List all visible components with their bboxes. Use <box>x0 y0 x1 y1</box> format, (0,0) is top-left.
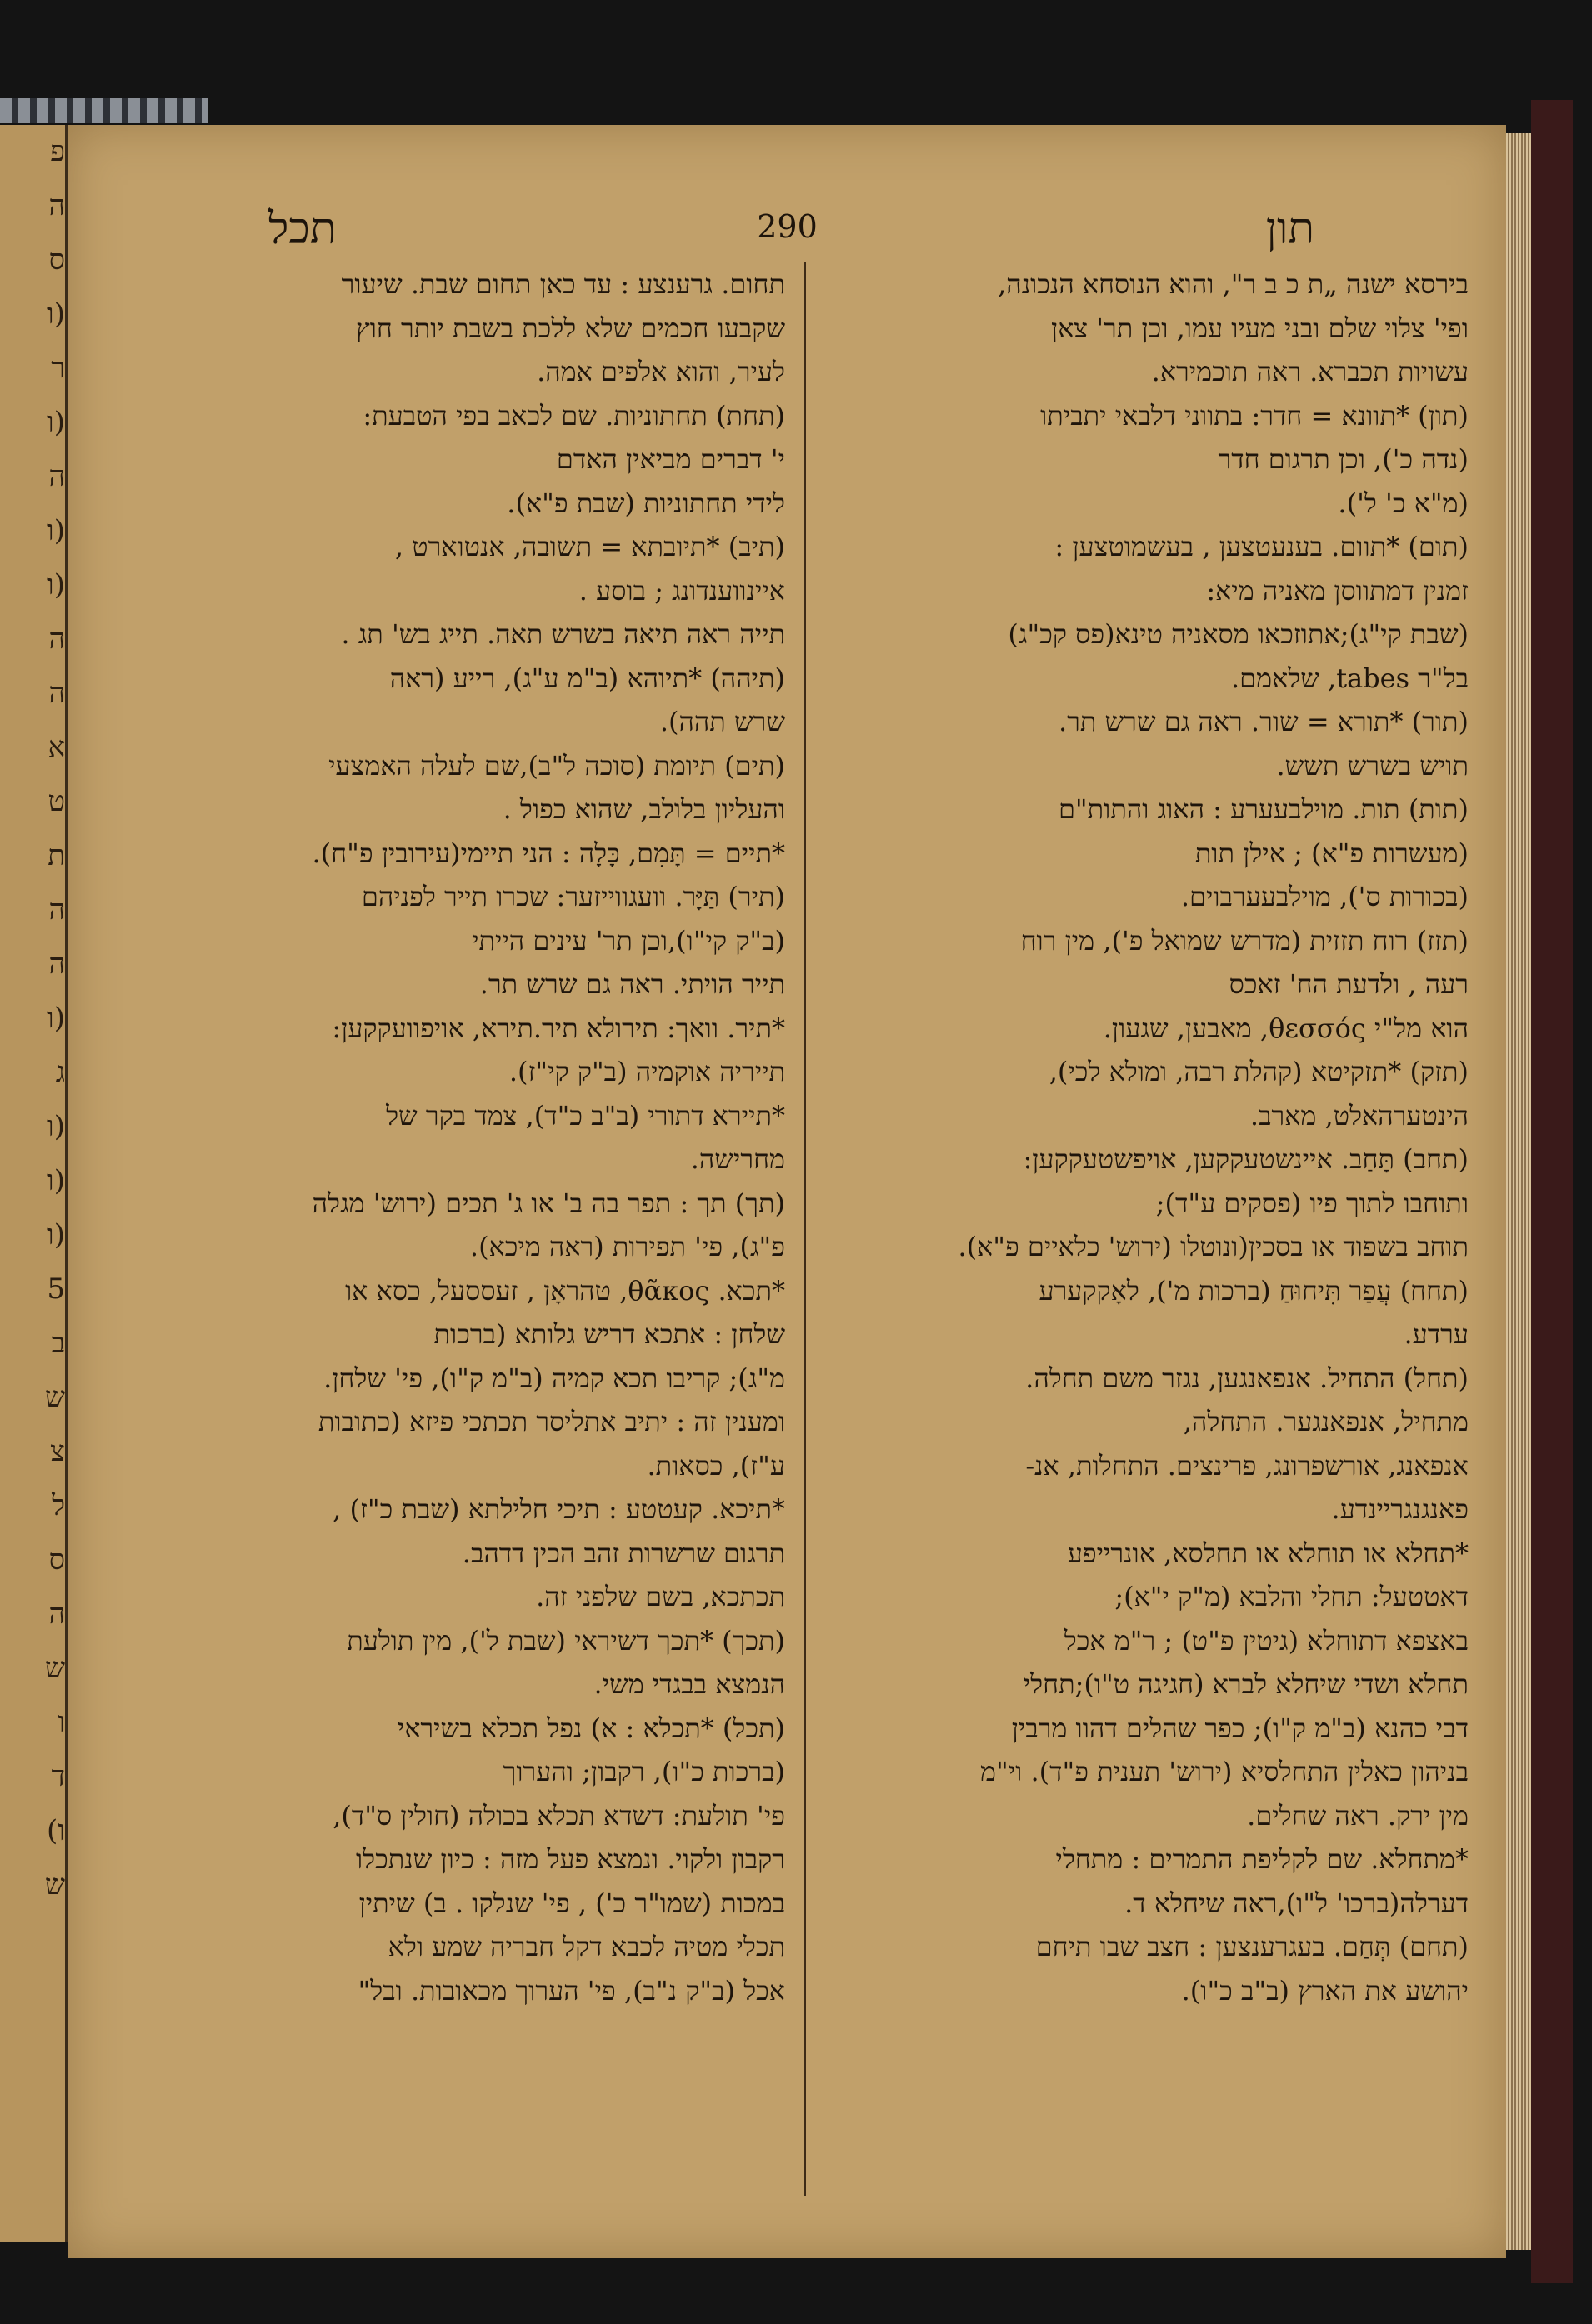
text-line: (ו <box>47 406 65 439</box>
text-line: תייר הויתי. ראה גם שרש תר. <box>479 968 785 1000</box>
text-line: ו <box>58 1706 65 1739</box>
text-line: ה <box>48 622 65 656</box>
text-line: זמנין דמתווסן מאניה מיא: <box>1206 574 1469 607</box>
text-line: לעיר, והוא אלפים אמה. <box>537 356 785 387</box>
text-line: ד <box>51 1760 65 1793</box>
text-line: *מתחלא. שם לקליפת התמרים : מתחלי <box>1055 1843 1469 1875</box>
text-line: בירסא ישנה „ת כ ב ר", והוא הנוסחא הנכונה, <box>998 268 1469 300</box>
text-line: (תחב) תָּחַב. איינשטעקקען, אויפשטעקקען: <box>1023 1143 1469 1175</box>
text-line: (תות) תות. מוילבעערע : האוג והתות"ם <box>1058 793 1469 825</box>
text-line: אכל (ב"ק נ"ב), פי' הערוך מכאובות. ובל" <box>358 1974 785 2007</box>
text-line: ופי' צלוי שלם ובני מעיו עמו, וכן תר' צאן <box>1050 312 1469 344</box>
column-divider <box>804 262 806 2196</box>
text-line: הוא מל"י θεσσός, מאבען, שגעון. <box>1103 1012 1469 1044</box>
text-line: *תיכא. קעטטע : תיכי חלילתא (שבת כ"ז) , <box>333 1493 785 1525</box>
text-line: שלחן : אתכא דריש גלותא (ברכות <box>433 1318 785 1350</box>
spine-decoration <box>0 98 208 123</box>
text-line: ל <box>52 1489 65 1522</box>
text-line: (תכל) *תכלא : א) נפל תכלא בשיראי <box>397 1712 785 1744</box>
text-line: ש <box>44 1381 65 1414</box>
text-line: (תים) תיומת (סוכה ל"ב),שם לעלה האמצעי <box>328 749 785 782</box>
text-line: ע"ז), כסאות. <box>647 1449 785 1482</box>
text-line: בניהון כאלין התחלסיא (ירוש' תענית פ"ד). וי"מ <box>980 1756 1469 1787</box>
text-line: (מ"א כ' ל'). <box>1338 487 1469 519</box>
text-line: (תחת) תחתוניות. שם לכאב בפי הטבעת: <box>363 399 785 432</box>
text-line: (תיר) תַּיָּר. וועגווייזער: שכרו תייר לפניהם <box>361 881 785 912</box>
text-line: (ברכות כ"ו), רקבון; והערוך <box>503 1756 785 1787</box>
running-head-right: תון <box>1265 204 1314 254</box>
running-head-left: תכל <box>268 204 337 254</box>
text-line: ה <box>48 189 65 222</box>
text-line: (תחל) התחיל. אנפאנגען, נגזר משם תחלה. <box>1025 1362 1469 1394</box>
text-line: (ו <box>47 514 65 547</box>
text-line: הינטערהאלט, מארב. <box>1249 1099 1469 1132</box>
text-line: שקבעו חכמים שלא ללכת בשבת יותר חוץ <box>356 312 785 344</box>
text-line: ותוחבו לתוך פיו (פסקים ע"ד); <box>1155 1187 1469 1219</box>
previous-page-edge <box>0 125 68 2242</box>
text-line: פאנגנגריינדע. <box>1331 1493 1469 1525</box>
text-line: ר <box>51 352 65 385</box>
text-line: (תון) *תוונא = חדר: בתווני דלבאי יתביתו <box>1040 399 1469 432</box>
text-line: פ"ג), פי' תפירות (ראה מיכא). <box>469 1231 785 1262</box>
text-line: תחלא ושדי שיחלא לברא (חגיגה ט"ו);תחלי <box>1023 1668 1469 1700</box>
text-line: תייה ראה תיאה בשרש תאה. תייג בש' תג . <box>341 618 785 650</box>
right-column <box>839 262 1469 2012</box>
text-line: (תך) תך : תפר בה ב' או ג' תכים (ירוש' מגלה <box>312 1187 785 1219</box>
text-line: (תום) *תוום. בענעטצען , בעשמוטצען : <box>1054 531 1469 562</box>
text-line: (תיב) *תיובתא = תשובה, אנטוארט , <box>394 531 785 562</box>
page-number: 290 <box>757 208 818 245</box>
text-line: ה <box>48 947 65 981</box>
text-line: (מעשרות פ"א) ; אילן תות <box>1194 837 1469 869</box>
text-line: *תכא. θᾶκος, טהראָן , זעססעל, כסא או <box>345 1274 785 1307</box>
text-line: תויש בשרש תשש. <box>1276 749 1469 782</box>
text-line: מ"ג); קריבו תכא קמיה (ב"מ ק"ו), פי' שלחן. <box>323 1362 785 1394</box>
text-line: תוחב בשפוד או בסכין(ונוטלו (ירוש' כלאיים פ"א). <box>958 1231 1469 1262</box>
book-page <box>68 125 1506 2258</box>
text-line: (תזז) רוח תזזית (מדרש שמואל פ'), מין רוח <box>1020 924 1469 957</box>
text-line: תכתכא, בשם שלפני זה. <box>536 1581 785 1612</box>
text-line: פ <box>50 135 65 168</box>
text-line: שרש תהה). <box>659 706 785 737</box>
page-edges <box>1506 133 1531 2250</box>
text-line: (ו <box>47 1164 65 1197</box>
text-line: איינווענדונג ; בוסע . <box>578 574 785 607</box>
text-line: רקבון ולקוי. ונמצא פעל מזה : כיון שנתכלו <box>355 1843 785 1875</box>
text-line: תכלי מטיה לכבא דקל חבריה שמע ולא <box>388 1931 785 1962</box>
text-line: (נדה כ'), וכן תרגום חדר <box>1218 443 1469 475</box>
text-line: *תיר. וואך: תירולא תיר.תירא, אויפוועקקען: <box>332 1012 785 1044</box>
text-line: תייריה אוקמיה (ב"ק קי"ז). <box>508 1056 785 1087</box>
text-line: פי' תולעת: דשדא תכלא בכולה (חולין ס"ד), <box>333 1799 785 1832</box>
text-line: עשויות תכברא. ראה תוכמירא. <box>1151 356 1469 387</box>
text-line: ת <box>48 839 65 872</box>
text-line: דאטטעל: תחלי והלבא (מ"ק י"א); <box>1114 1581 1469 1612</box>
text-line: ש <box>44 1868 65 1902</box>
text-line: *תיים = תָּמִם, כָּלָה : הני תיימי(עירובין פ"ח). <box>312 837 785 869</box>
book-cover <box>1531 100 1573 2283</box>
text-line: (תחם) תְּחַם. בעגרענצען : חצב שבו תיחם <box>1035 1931 1469 1962</box>
text-line: (תכך) *תכך דשיראי (שבת ל'), מין תולעת <box>347 1624 785 1657</box>
text-line: ומענין זה : יתיב אתליסר תכתכי פיזא (כתובות <box>318 1406 785 1437</box>
text-line: במכות (שמו"ר כ') , פי' שנלקו . ב) שיתין <box>358 1887 785 1919</box>
text-line: באצפא דתוחלא (גיטין פ"ט) ; ר"מ אכל <box>1064 1624 1469 1657</box>
text-line: ש <box>44 1652 65 1685</box>
text-line: ט <box>48 785 65 818</box>
text-line: ערדע. <box>1404 1318 1469 1350</box>
text-line: (ו <box>47 568 65 602</box>
text-line: (בכורות ס'), מוילבעערבוים. <box>1180 881 1469 912</box>
text-line: (תור) *תורא = שור. ראה גם שרש תר. <box>1058 706 1469 737</box>
text-line: ו) <box>47 1814 65 1847</box>
text-line: והעליון בלולב, שהוא כפול . <box>503 793 785 825</box>
text-line: ה <box>48 460 65 493</box>
text-line: (ו <box>47 297 65 331</box>
text-line: *תחלא או תוחלא או תחלסא, אונרייפע <box>1067 1537 1469 1569</box>
text-line: ה <box>48 1597 65 1631</box>
text-line: (ו <box>47 1110 65 1143</box>
text-line: מין ירק. ראה שחלים. <box>1247 1799 1469 1832</box>
text-line: תחום. גרענצע : עד כאן תחום שבת. שיעור <box>341 268 785 300</box>
text-line: (תזק) *תזקיטא (קהלת רבה, ומולא לכי), <box>1049 1056 1469 1087</box>
left-column <box>156 262 785 2012</box>
text-line: (ו <box>47 1218 65 1252</box>
text-line: (תיהה) *תיוהא (ב"מ ע"ג), רייע (ראה <box>389 662 785 694</box>
text-line: *תיירא דתורי (ב"ב כ"ד), צמד בקר של <box>386 1099 785 1132</box>
text-line: ב <box>51 1327 65 1360</box>
text-line: ה <box>48 677 65 710</box>
text-line: ס <box>48 243 65 277</box>
text-line: מתחיל, אנפאנגער. התחלה, <box>1183 1406 1469 1437</box>
text-line: דערלה(ברכו' ל"ו),ראה שיחלא ד. <box>1124 1887 1469 1919</box>
text-line: (שבת קי"ג);אתוזכאו מסאניה טינא(פס קכ"ג) <box>1008 618 1469 650</box>
text-line: 5 <box>47 1272 65 1306</box>
text-line: ה <box>48 893 65 927</box>
text-line: מחרישה. <box>690 1143 785 1175</box>
text-line: דבי כהנא (ב"מ ק"ו); כפר שהלים דהוו מרבין <box>1011 1712 1469 1744</box>
text-line: אנפאנג, אורשפרונג, פרינצים. התחלות, אנ- <box>1025 1449 1469 1482</box>
text-line: יהושע את הארץ (ב"ב כ"ו). <box>1181 1974 1469 2007</box>
text-line: (תחח) עֲפַר תִּיחוּחַ (ברכות מ'), לאָקקערע <box>1039 1274 1469 1307</box>
text-line: (ו <box>47 1002 65 1035</box>
text-line: בל"ר tabes, שלאמם. <box>1230 662 1469 694</box>
text-line: א <box>48 731 65 764</box>
text-line: רעה , ולדעת הח' זאכס <box>1229 968 1469 1000</box>
text-line: י' דברים מביאין האדם <box>556 443 785 475</box>
text-line: צ <box>50 1435 65 1468</box>
text-line: הנמצא בבגדי משי. <box>593 1668 785 1700</box>
text-line: ס <box>48 1543 65 1577</box>
text-line: (ב"ק קי"ו),וכן תר' עינים הייתי <box>472 924 785 957</box>
text-line: תרגום שרשרות זהב הכין דדהב. <box>462 1537 785 1569</box>
text-line: לידי תחתוניות (שבת פ"א). <box>507 487 785 519</box>
text-line: ג <box>55 1056 65 1089</box>
